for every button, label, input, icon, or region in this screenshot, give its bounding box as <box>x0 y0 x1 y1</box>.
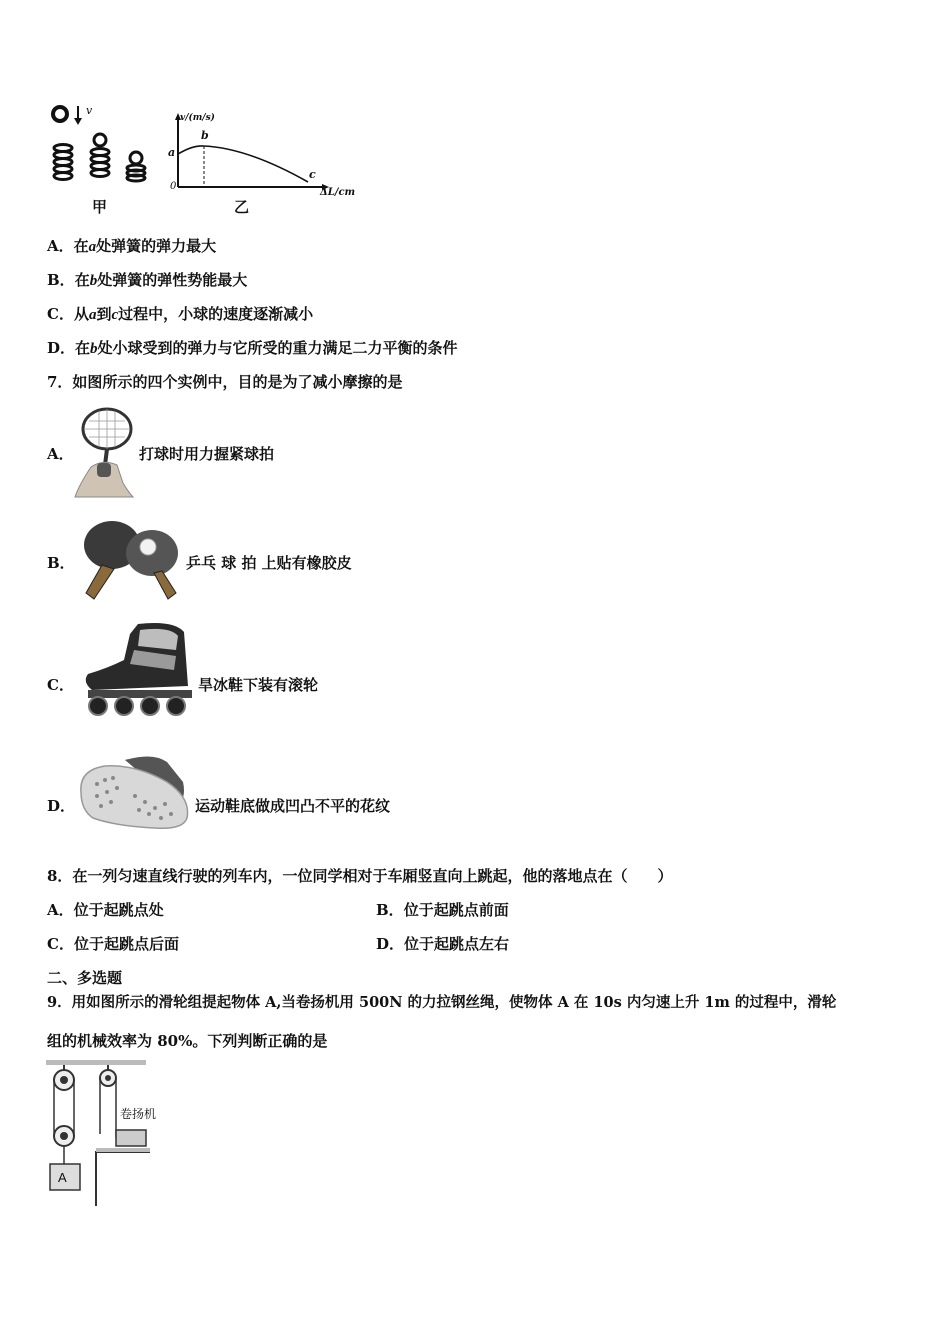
block-a-label: A <box>58 1170 67 1185</box>
graph-point-b: b <box>201 129 209 142</box>
q9-stem-line1: 9．用如图所示的滑轮组提起物体 A,当卷扬机用 500N 的力拉钢丝绳，使物体 A 在 10s 内匀速上升 1m 的过程中，滑轮 <box>47 994 837 1011</box>
roller-skate-image <box>78 620 198 718</box>
q7-option-c-text: 旱冰鞋下装有滚轮 <box>198 676 319 694</box>
spring-figure <box>48 100 158 200</box>
ping-pong-paddle-image <box>78 513 184 603</box>
q7-option-c-label: C． <box>47 676 74 694</box>
winch-label: 卷扬机 <box>120 1107 157 1121</box>
graph-point-c: c <box>309 168 316 181</box>
q6-option-c: C．从a到c过程中，小球的速度逐渐减小 <box>47 305 314 323</box>
q8-option-d: D．位于起跳点左右 <box>376 935 510 953</box>
graph-origin: 0 <box>170 181 177 192</box>
q7-option-b-label: B． <box>47 554 75 572</box>
q6-option-d: D．在b处小球受到的弹力与它所受的重力满足二力平衡的条件 <box>47 339 458 357</box>
q6-option-a: A．在a处弹簧的弹力最大 <box>47 237 217 255</box>
tennis-racket-image <box>73 405 139 497</box>
q7-option-d-text: 运动鞋底做成凹凸不平的花纹 <box>195 797 391 815</box>
q7-option-b-text: 乒乓 球 拍 上贴有橡胶皮 <box>186 554 352 572</box>
q8-stem: 8．在一列匀速直线行驶的列车内，一位同学相对于车厢竖直向上跳起，他的落地点在（ ） <box>47 867 673 885</box>
sports-shoe-sole-image <box>75 752 193 832</box>
q7-option-d-label: D． <box>47 797 76 815</box>
spring-figure-label: 甲 <box>92 198 108 216</box>
q6-option-b: B．在b处弹簧的弹性势能最大 <box>47 271 248 289</box>
graph-x-axis-label: ΔL/cm <box>320 187 356 198</box>
graph-figure-label: 乙 <box>234 198 250 216</box>
q7-option-a-label: A． <box>47 445 74 463</box>
q7-option-a-text: 打球时用力握紧球拍 <box>139 445 275 463</box>
graph-point-a: a <box>168 146 176 159</box>
section-title: 二、多选题 <box>47 969 123 987</box>
q8-option-c: C．位于起跳点后面 <box>47 935 179 953</box>
q8-option-a: A．位于起跳点处 <box>47 901 164 919</box>
q8-option-b: B．位于起跳点前面 <box>376 901 509 919</box>
velocity-label: v <box>86 104 93 117</box>
q7-stem: 7．如图所示的四个实例中，目的是为了减小摩擦的是 <box>47 373 403 391</box>
q9-stem-line2: 组的机械效率为 80%。下列判断正确的是 <box>47 1032 328 1050</box>
graph-y-axis-label: v/(m/s) <box>180 113 215 123</box>
